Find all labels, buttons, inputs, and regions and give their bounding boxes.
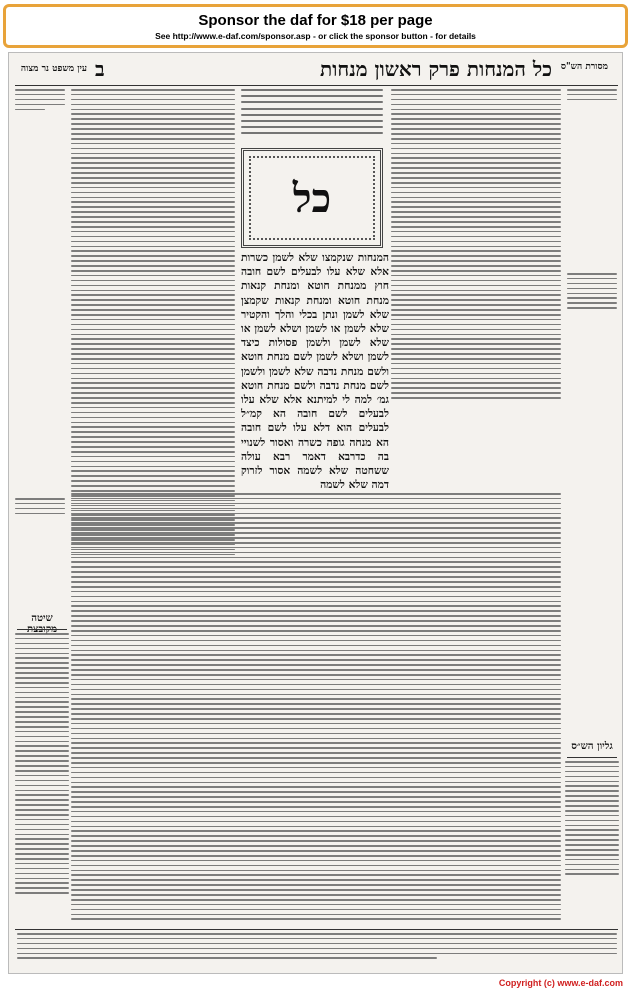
opening-word-frame — [241, 148, 383, 248]
page-number: ב — [95, 57, 105, 81]
ein-mishpat-margin-2 — [15, 498, 65, 558]
tosafot-column — [71, 89, 235, 559]
mishnah-text: המנחות שנקמצו שלא לשמן כשרות אלא שלא עלו לבעלים לשם חובה חוץ ממנחת חוטא ומנחת קנאות מנחת חוטא ומנחת קנאות שקמצן שלא לשמן ונתן בכלי והלך והקטיר שלא לשמן או לשמן ושלא לשמן או שלא לשמן ולשמן פסולות כיצד לשמן ושלא לשמן לשם מנחת חוטא ולשם מנחת נדבה שלא לשמן ולשמן לשם מנחת נדבה ולשם מנחת חוטא גמ׳ למה לי למיתנא אלא שלא עלו לבעלים לשם חובה הא קמ״ל לבעלים הוא דלא עלו לשם חובה הא מנחה גופה כשרה ואסור לשנויי בה כדרבא דאמר רבא עולה ששחטה שלא לשמה אסור לזרוק דמה שלא לשמה — [241, 252, 389, 491]
gilyon-rule — [567, 757, 617, 758]
page-title: כל המנחות פרק ראשון מנחות — [320, 57, 552, 81]
rashi-column — [391, 89, 561, 411]
hagahot-strip — [17, 933, 617, 971]
ein-mishpat-heading: עין משפט נר מצוה — [20, 64, 87, 74]
copyright-notice[interactable]: Copyright (c) www.e-daf.com — [498, 978, 623, 988]
talmud-page — [8, 52, 623, 974]
gilyon-hashas-heading: גליון הש״ס — [571, 741, 613, 752]
shitah-mekubetzet-column — [15, 633, 69, 963]
sponsor-title: Sponsor the daf for $18 per page — [198, 12, 433, 29]
masoret-margin — [567, 89, 617, 169]
header-rule — [15, 85, 618, 86]
footer-rule — [15, 929, 618, 930]
gilyon-hashas-column — [565, 761, 619, 941]
masoret-margin-2 — [567, 273, 617, 413]
opening-word: כל — [292, 174, 332, 222]
sponsor-subtitle[interactable]: See http://www.e-daf.com/sponsor.asp - or click the sponsor button - for details — [155, 31, 476, 41]
ein-mishpat-margin — [15, 89, 65, 209]
shitah-mekubetzet-heading: שיטה — [31, 613, 53, 624]
sponsor-banner[interactable] — [3, 4, 628, 48]
gemara-top-lines — [241, 89, 383, 143]
shitah-rule — [17, 629, 67, 630]
commentary-lower — [71, 493, 561, 923]
masoret-hashas-heading: מסורת הש"ס — [560, 62, 608, 72]
